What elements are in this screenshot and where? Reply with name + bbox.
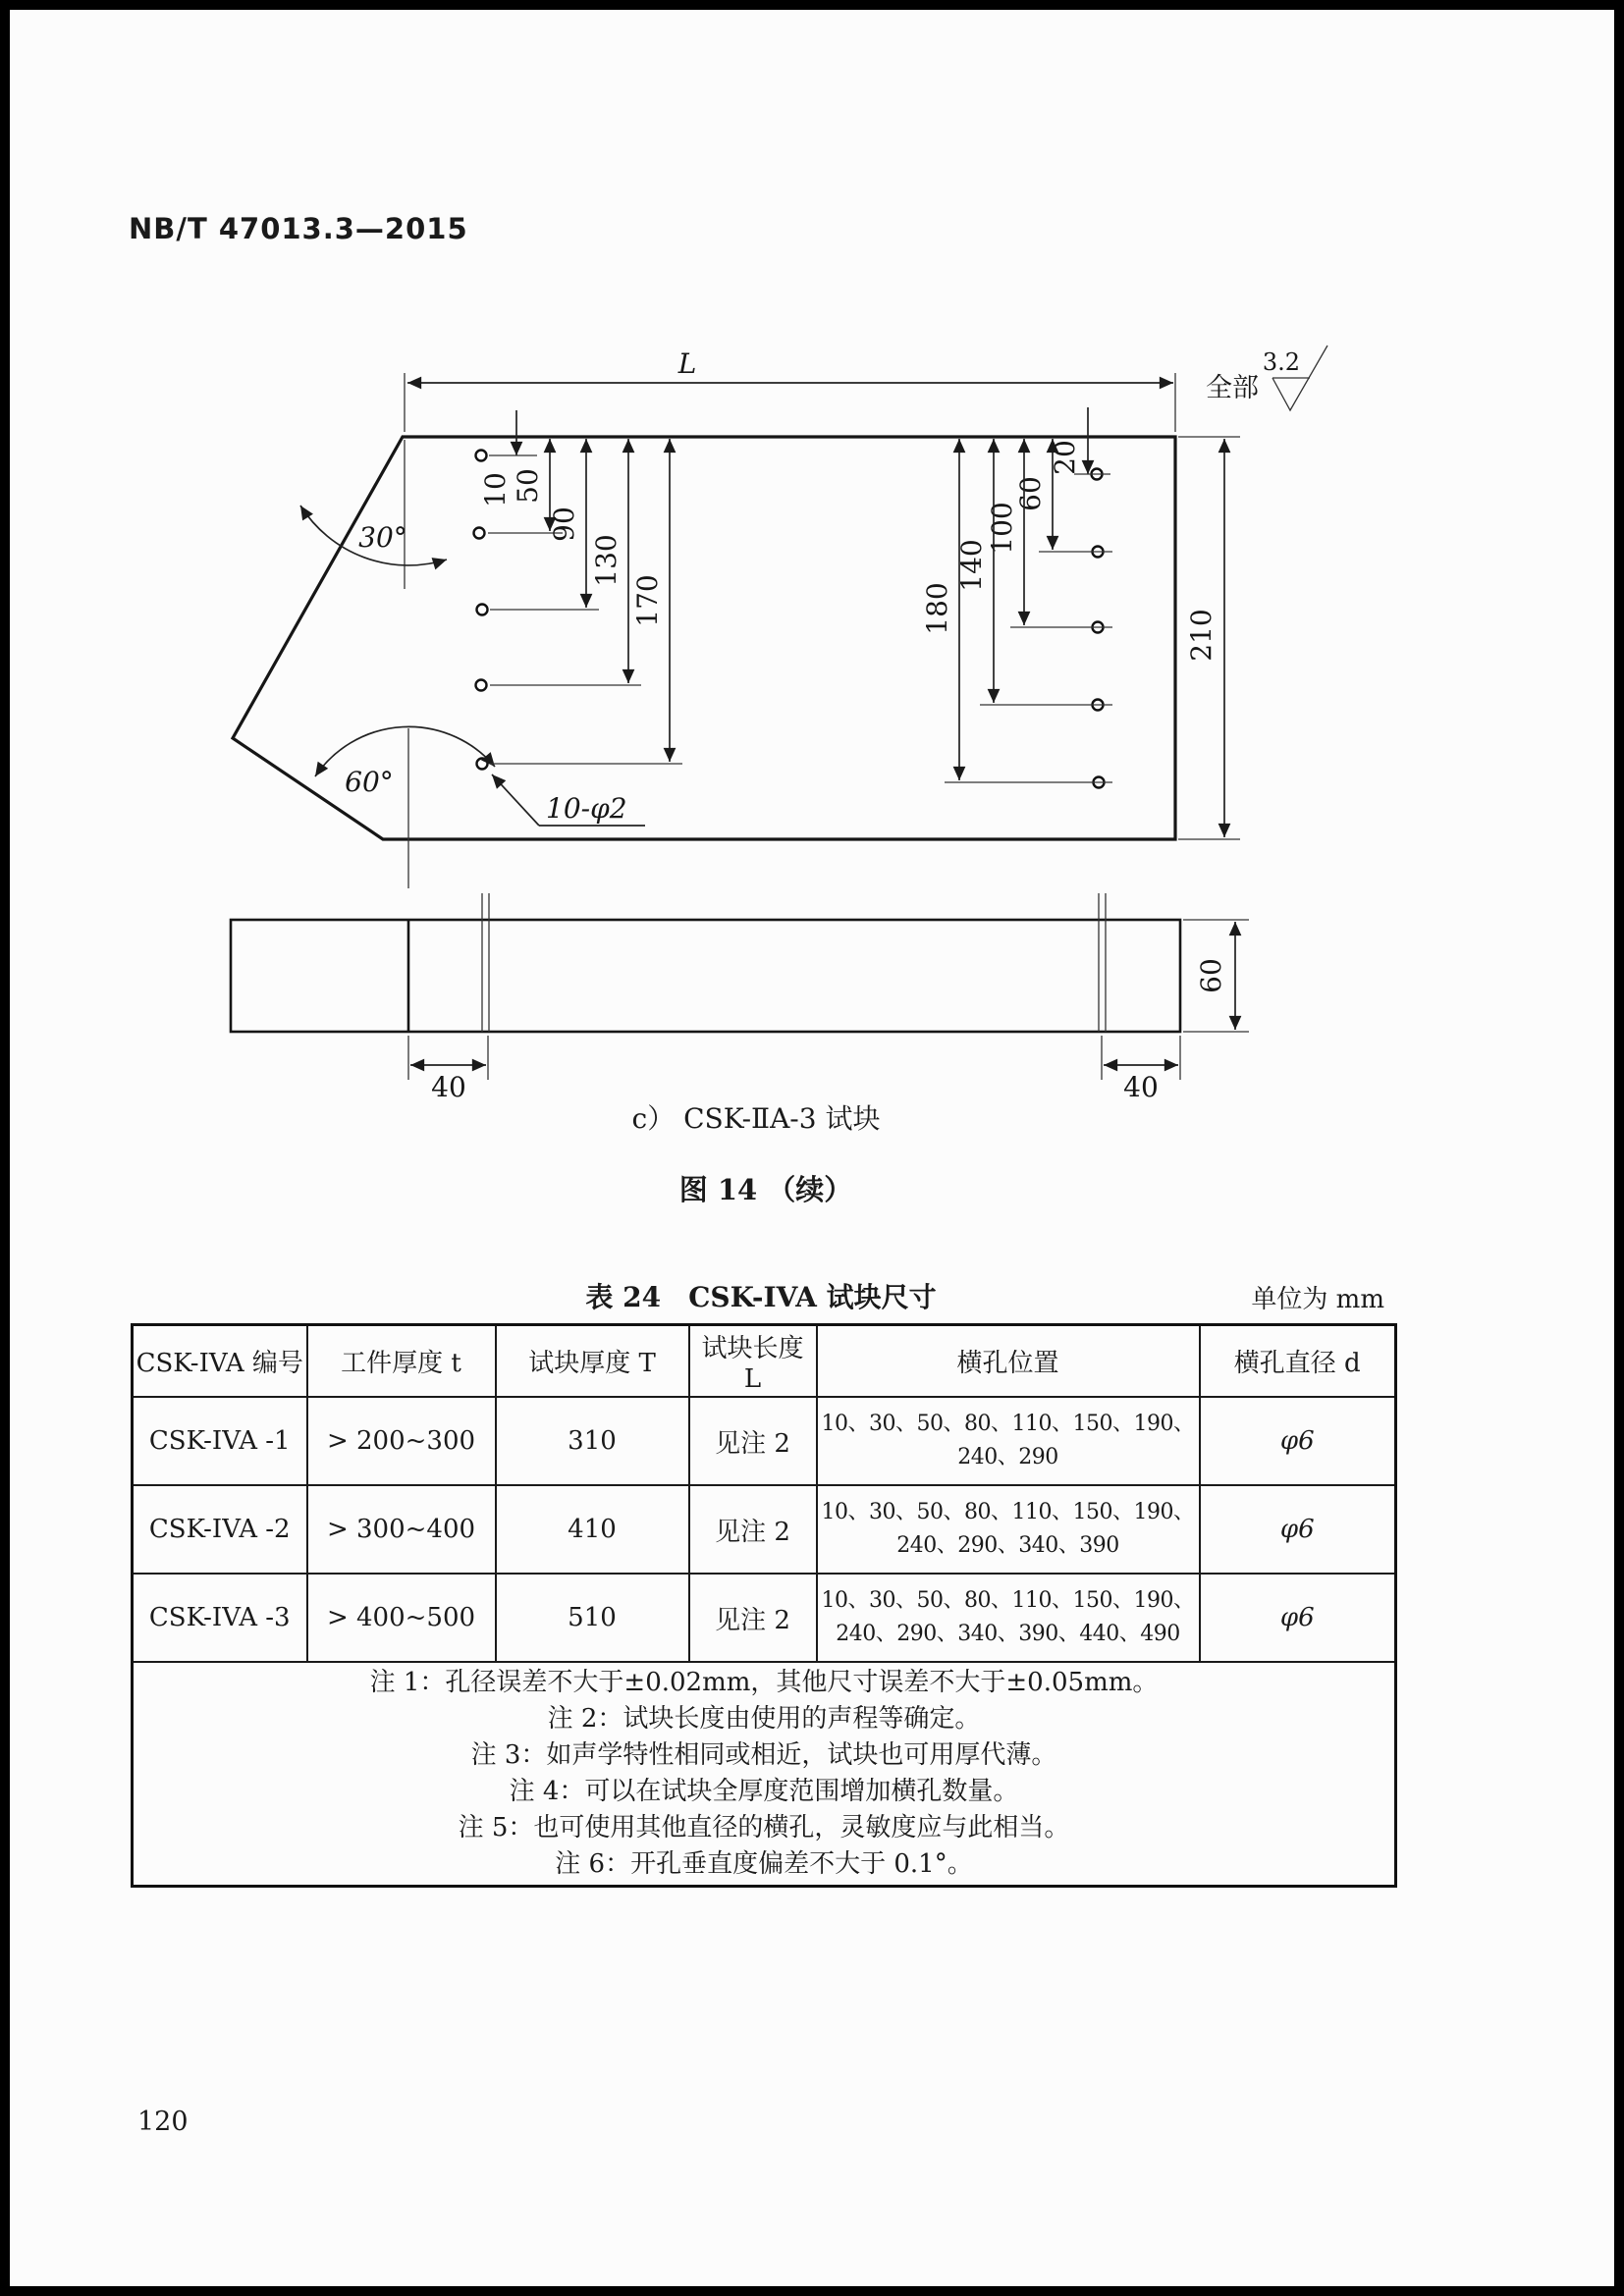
- cell-hole-positions: 10、30、50、80、110、150、190、240、290: [817, 1397, 1200, 1485]
- cell-block-thickness: 510: [496, 1574, 689, 1662]
- dim-length-L: [405, 347, 1175, 432]
- csk-iva-dimensions-table: [131, 1323, 1397, 1888]
- cell-block-length: 见注 2: [689, 1485, 817, 1574]
- dim-label-20: 20: [1049, 440, 1081, 475]
- dim-label-210: 210: [1185, 609, 1218, 662]
- dim-label-60-section: 60: [1195, 958, 1227, 993]
- page-number: 120: [137, 2107, 189, 2137]
- dim-section-40-left: [408, 1036, 488, 1103]
- cell-id: CSK-IVA -3: [133, 1574, 307, 1662]
- holes-callout-label: 10-φ2: [546, 792, 627, 825]
- cell-id: CSK-IVA -2: [133, 1485, 307, 1574]
- dim-label-L: L: [677, 347, 697, 380]
- dim-angle-30: [300, 440, 447, 589]
- dim-label-40-left: 40: [431, 1071, 466, 1103]
- dim-angle-60: [315, 726, 495, 888]
- cell-hole-diameter: φ6: [1200, 1485, 1396, 1574]
- note-2: 注 2：试块长度由使用的声程等确定。: [547, 1704, 981, 1734]
- column-header-id: CSK-IVA 编号: [133, 1325, 307, 1398]
- dims-left-depths: [479, 410, 682, 764]
- column-header-hole-positions: 横孔位置: [817, 1325, 1200, 1398]
- table-notes-row: [133, 1662, 1396, 1887]
- table-row: [133, 1574, 1396, 1662]
- section-view: [231, 893, 1180, 1032]
- table-unit-label: 单位为 mm: [1251, 1285, 1384, 1314]
- column-header-block-length: 试块长度 L: [689, 1325, 817, 1398]
- cell-block-length: 见注 2: [689, 1397, 817, 1485]
- note-1: 注 1：孔径误差不大于±0.02mm，其他尺寸误差不大于±0.05mm。: [369, 1668, 1159, 1697]
- cell-workpiece-thickness: > 200~300: [307, 1397, 496, 1485]
- cell-hole-diameter: φ6: [1200, 1397, 1396, 1485]
- surface-roughness-value: 3.2: [1262, 348, 1301, 376]
- column-header-hole-diameter: 横孔直径 d: [1200, 1325, 1396, 1398]
- dim-label-50: 50: [512, 468, 544, 504]
- dims-right-depths: [921, 407, 1112, 782]
- dim-label-60: 60: [1014, 476, 1047, 511]
- table-header-row: [133, 1325, 1396, 1398]
- dim-label-40-right: 40: [1123, 1071, 1159, 1103]
- dim-section-40-right: [1102, 1036, 1180, 1103]
- cell-hole-diameter: φ6: [1200, 1574, 1396, 1662]
- surface-scope-label: 全部: [1206, 373, 1259, 403]
- cell-hole-positions: 10、30、50、80、110、150、190、240、290、340、390、440、490: [817, 1574, 1200, 1662]
- note-4: 注 4：可以在试块全厚度范围增加横孔数量。: [509, 1777, 1019, 1806]
- dim-label-130: 130: [590, 534, 623, 587]
- dim-label-170: 170: [631, 574, 664, 627]
- cell-block-thickness: 410: [496, 1485, 689, 1574]
- cell-hole-positions: 10、30、50、80、110、150、190、240、290、340、390: [817, 1485, 1200, 1574]
- cell-workpiece-thickness: > 400~500: [307, 1574, 496, 1662]
- cell-id: CSK-IVA -1: [133, 1397, 307, 1485]
- table-title: 表 24 CSK-IVA 试块尺寸: [585, 1281, 937, 1313]
- column-header-block-thickness: 试块厚度 T: [496, 1325, 689, 1398]
- note-5: 注 5：也可使用其他直径的横孔，灵敏度应与此相当。: [458, 1813, 1070, 1842]
- dim-label-10: 10: [479, 472, 512, 507]
- side-drilled-holes: [474, 451, 1105, 788]
- cell-block-thickness: 310: [496, 1397, 689, 1485]
- note-6: 注 6：开孔垂直度偏差不大于 0.1°。: [555, 1849, 973, 1879]
- cell-workpiece-thickness: > 300~400: [307, 1485, 496, 1574]
- dim-label-100: 100: [986, 502, 1018, 555]
- angle-bottom-label: 60°: [345, 766, 394, 798]
- standard-code: NB/T 47013.3—2015: [129, 212, 468, 245]
- dim-overall-height: [1178, 437, 1240, 839]
- dim-label-180: 180: [921, 582, 953, 635]
- cell-block-length: 见注 2: [689, 1574, 817, 1662]
- table-notes: [133, 1662, 1396, 1887]
- column-header-workpiece-thickness: 工件厚度 t: [307, 1325, 496, 1398]
- dim-section-height: [1183, 920, 1249, 1032]
- note-3: 注 3：如声学特性相同或相近，试块也可用厚代薄。: [470, 1740, 1057, 1770]
- table-row: [133, 1397, 1396, 1485]
- figure-item-caption: c） CSK-ⅡA-3 试块: [631, 1102, 881, 1135]
- holes-callout: [492, 774, 645, 826]
- angle-top-label: 30°: [358, 521, 407, 554]
- figure-caption: 图 14 （续）: [678, 1173, 853, 1206]
- dim-label-140: 140: [955, 539, 988, 592]
- dim-label-90: 90: [548, 507, 580, 542]
- surface-finish-symbol: [1206, 346, 1327, 410]
- table-row: [133, 1485, 1396, 1574]
